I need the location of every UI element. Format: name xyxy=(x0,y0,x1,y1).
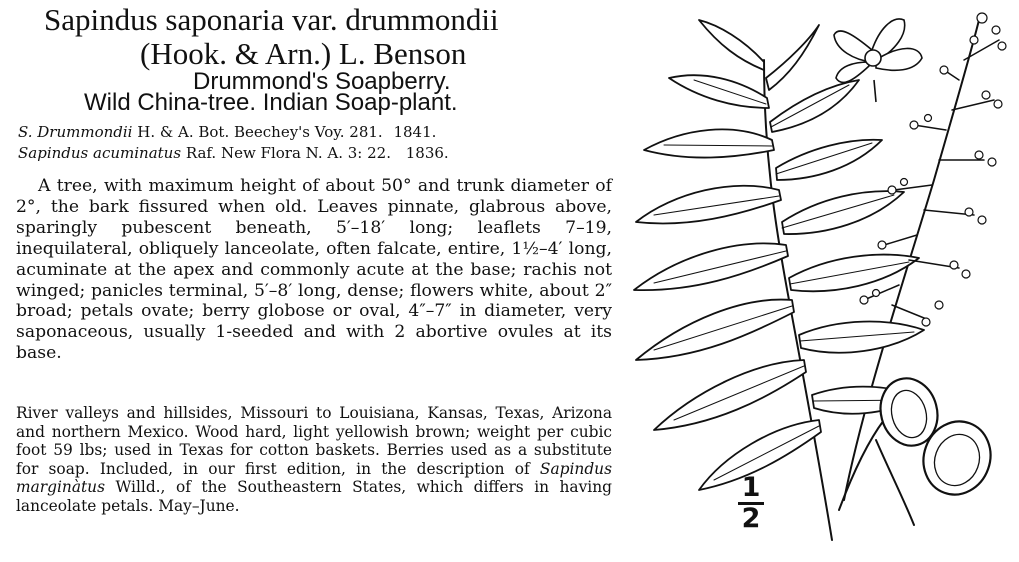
synonym-2-year: 1836. xyxy=(405,144,449,162)
habitat-paragraph xyxy=(16,404,612,516)
flower xyxy=(994,100,1002,108)
flower xyxy=(998,42,1006,50)
habitat-text-1: River valleys and hillsides, Missouri to Louisiana, Kansas, Texas, Arizona and northern Mexico. Wood hard, light yellowish brown; weight per cubic foot 59 lbs; used in Texas for cotton baskets. Berries used as a substitute for soap. Included, in our first edition, in the description of xyxy=(16,404,612,478)
leaflet xyxy=(636,300,794,360)
scale-fraction xyxy=(736,472,766,534)
leaflet xyxy=(799,322,924,353)
flower xyxy=(978,216,986,224)
flower xyxy=(925,115,932,122)
flower xyxy=(878,241,886,249)
flower xyxy=(940,66,948,74)
scientific-name: Sapindus saponaria var. drummondii xyxy=(44,2,499,37)
leaflet xyxy=(776,140,882,180)
flower xyxy=(970,36,978,44)
author-citation: (Hook. & Arn.) L. Benson xyxy=(140,36,467,71)
flower xyxy=(860,296,868,304)
flower xyxy=(982,91,990,99)
habitat-text-2: Willd., of the Southeastern States, which differs in having lanceolate petals. May–June. xyxy=(16,478,612,515)
description-paragraph: A tree, with maximum height of about 50° and trunk diameter of 2°, the bark fissured when old. Leaves pinnate, glabrous above, sparingly pubescent beneath, 5′–18′ long; leaflets 7–19, inequilateral, obliquely lanceolate, often falcate, entire, 1½–4′ long, acuminate at the apex and commonly acute at the base; rachis not winged; panicles terminal, 5′–8′ long, dense; flowers white, about 2″ broad; petals ovate; berry globose or oval, 4″–7″ in diameter, very saponaceous, usually 1-seeded and with 2 abortive ovules at its base. xyxy=(16,176,612,364)
flower xyxy=(965,208,973,216)
synonym-2 xyxy=(18,144,449,162)
flower xyxy=(988,158,996,166)
common-name-2: Wild China-tree. Indian Soap-plant. xyxy=(84,89,458,116)
leaflet xyxy=(634,243,788,290)
common-name-1: Drummond's Soapberry. xyxy=(193,68,451,95)
flower xyxy=(873,290,880,297)
flower xyxy=(975,151,983,159)
synonym-1-year: 1841. xyxy=(393,123,437,141)
leaflet xyxy=(654,360,806,430)
scale-numerator: 1 xyxy=(741,472,761,503)
leaflet xyxy=(644,129,774,157)
synonym-1 xyxy=(18,123,436,141)
flower xyxy=(888,186,896,194)
flower xyxy=(922,318,930,326)
leaflet xyxy=(766,25,819,90)
synonym-2-name: Sapindus acuminatus xyxy=(18,144,182,162)
flower xyxy=(935,301,943,309)
flower xyxy=(901,179,908,186)
flower xyxy=(910,121,918,129)
leaflet xyxy=(770,80,859,132)
flower xyxy=(977,13,987,23)
synonym-1-ref: H. & A. Bot. Beechey's Voy. 281. xyxy=(137,123,383,141)
leaflet xyxy=(699,20,764,70)
synonym-2-ref: Raf. New Flora N. A. 3: 22. xyxy=(185,144,391,162)
related-species-name: Sapindus marginàtus xyxy=(16,459,612,497)
flower xyxy=(992,26,1000,34)
flower xyxy=(950,261,958,269)
leaflet xyxy=(789,255,919,292)
leaflet xyxy=(636,186,781,224)
leaflet xyxy=(669,75,769,108)
scale-denominator: 2 xyxy=(741,503,761,534)
plant-illustration xyxy=(614,0,1019,562)
synonym-1-name: S. Drummondii xyxy=(18,123,133,141)
flower xyxy=(962,270,970,278)
